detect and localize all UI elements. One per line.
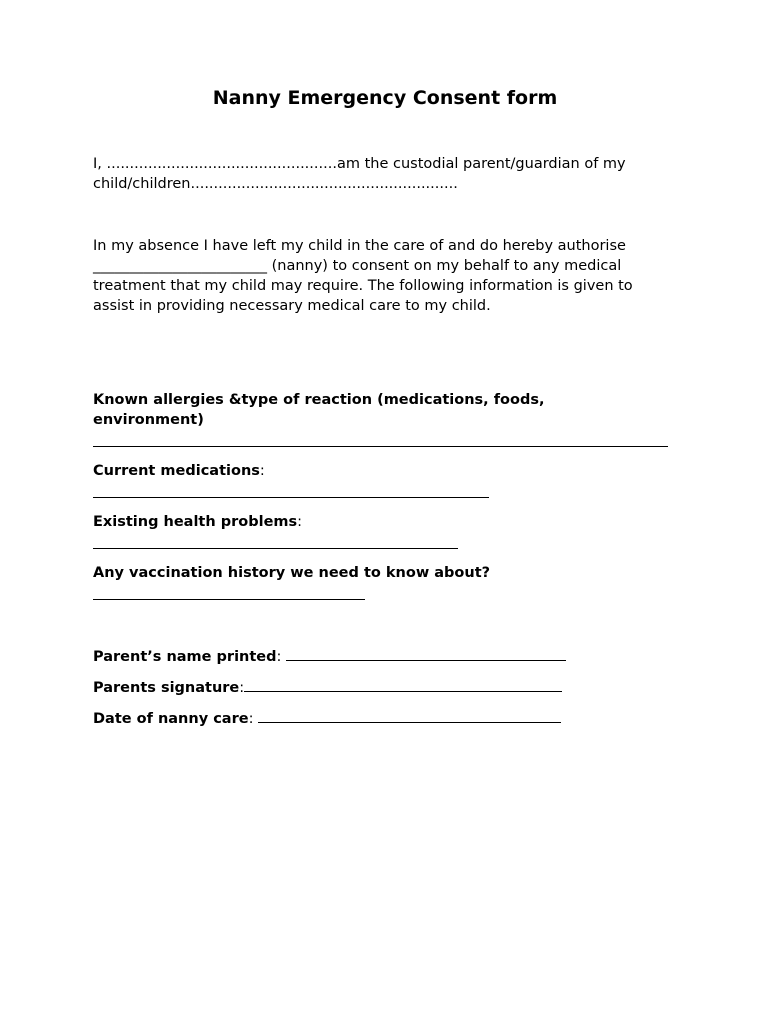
allergies-label-line-2: environment) bbox=[93, 412, 204, 428]
intro-line-2: child/children.......................................................... bbox=[93, 176, 458, 192]
vaccination-label bbox=[93, 563, 490, 583]
nanny-name-blank[interactable]: ________________________ bbox=[93, 258, 267, 274]
allergies-label-line-1: Known allergies &type of reaction (medications, foods, bbox=[93, 392, 545, 408]
parent-name-row bbox=[93, 646, 566, 667]
date-colon: : bbox=[248, 711, 259, 727]
authorisation-line-3: treatment that my child may require. The following information is given to bbox=[93, 278, 633, 294]
allergies-answer-line[interactable] bbox=[93, 446, 668, 447]
form-title: Nanny Emergency Consent form bbox=[212, 87, 558, 109]
vaccination-answer-line[interactable] bbox=[93, 599, 365, 600]
parent-signature-colon: : bbox=[239, 680, 245, 696]
health-problems-label-text: Existing health problems bbox=[93, 514, 298, 530]
date-row bbox=[93, 708, 561, 729]
parent-signature-row bbox=[93, 677, 562, 698]
health-problems-label bbox=[93, 512, 302, 532]
medications-answer-line[interactable] bbox=[93, 497, 489, 498]
vaccination-label-text: Any vaccination history we need to know about? bbox=[93, 565, 491, 581]
medications-label-text: Current medications bbox=[93, 463, 260, 479]
date-line[interactable] bbox=[258, 708, 561, 723]
parent-name-label: Parent’s name printed bbox=[93, 649, 277, 665]
authorisation-line-1: In my absence I have left my child in the care of and do hereby authorise bbox=[93, 238, 626, 254]
authorisation-paragraph bbox=[93, 236, 693, 316]
health-problems-colon: : bbox=[297, 514, 303, 530]
allergies-label-2 bbox=[93, 410, 204, 430]
authorisation-line-4: assist in providing necessary medical care to my child. bbox=[93, 298, 491, 314]
intro-paragraph bbox=[93, 154, 693, 194]
authorisation-line-2-text: (nanny) to consent on my behalf to any medical bbox=[267, 258, 622, 274]
parent-signature-line[interactable] bbox=[244, 677, 562, 692]
parent-name-colon: : bbox=[276, 649, 287, 665]
allergies-label bbox=[93, 390, 545, 410]
parent-signature-label: Parents signature bbox=[93, 680, 240, 696]
medications-colon: : bbox=[259, 463, 265, 479]
medications-label bbox=[93, 461, 265, 481]
authorisation-line-2 bbox=[93, 256, 693, 276]
parent-name-line[interactable] bbox=[286, 646, 566, 661]
date-label: Date of nanny care bbox=[93, 711, 249, 727]
health-problems-answer-line[interactable] bbox=[93, 548, 458, 549]
intro-line-1: I, ..................................................am the custodial parent/guardian of my bbox=[93, 156, 626, 172]
